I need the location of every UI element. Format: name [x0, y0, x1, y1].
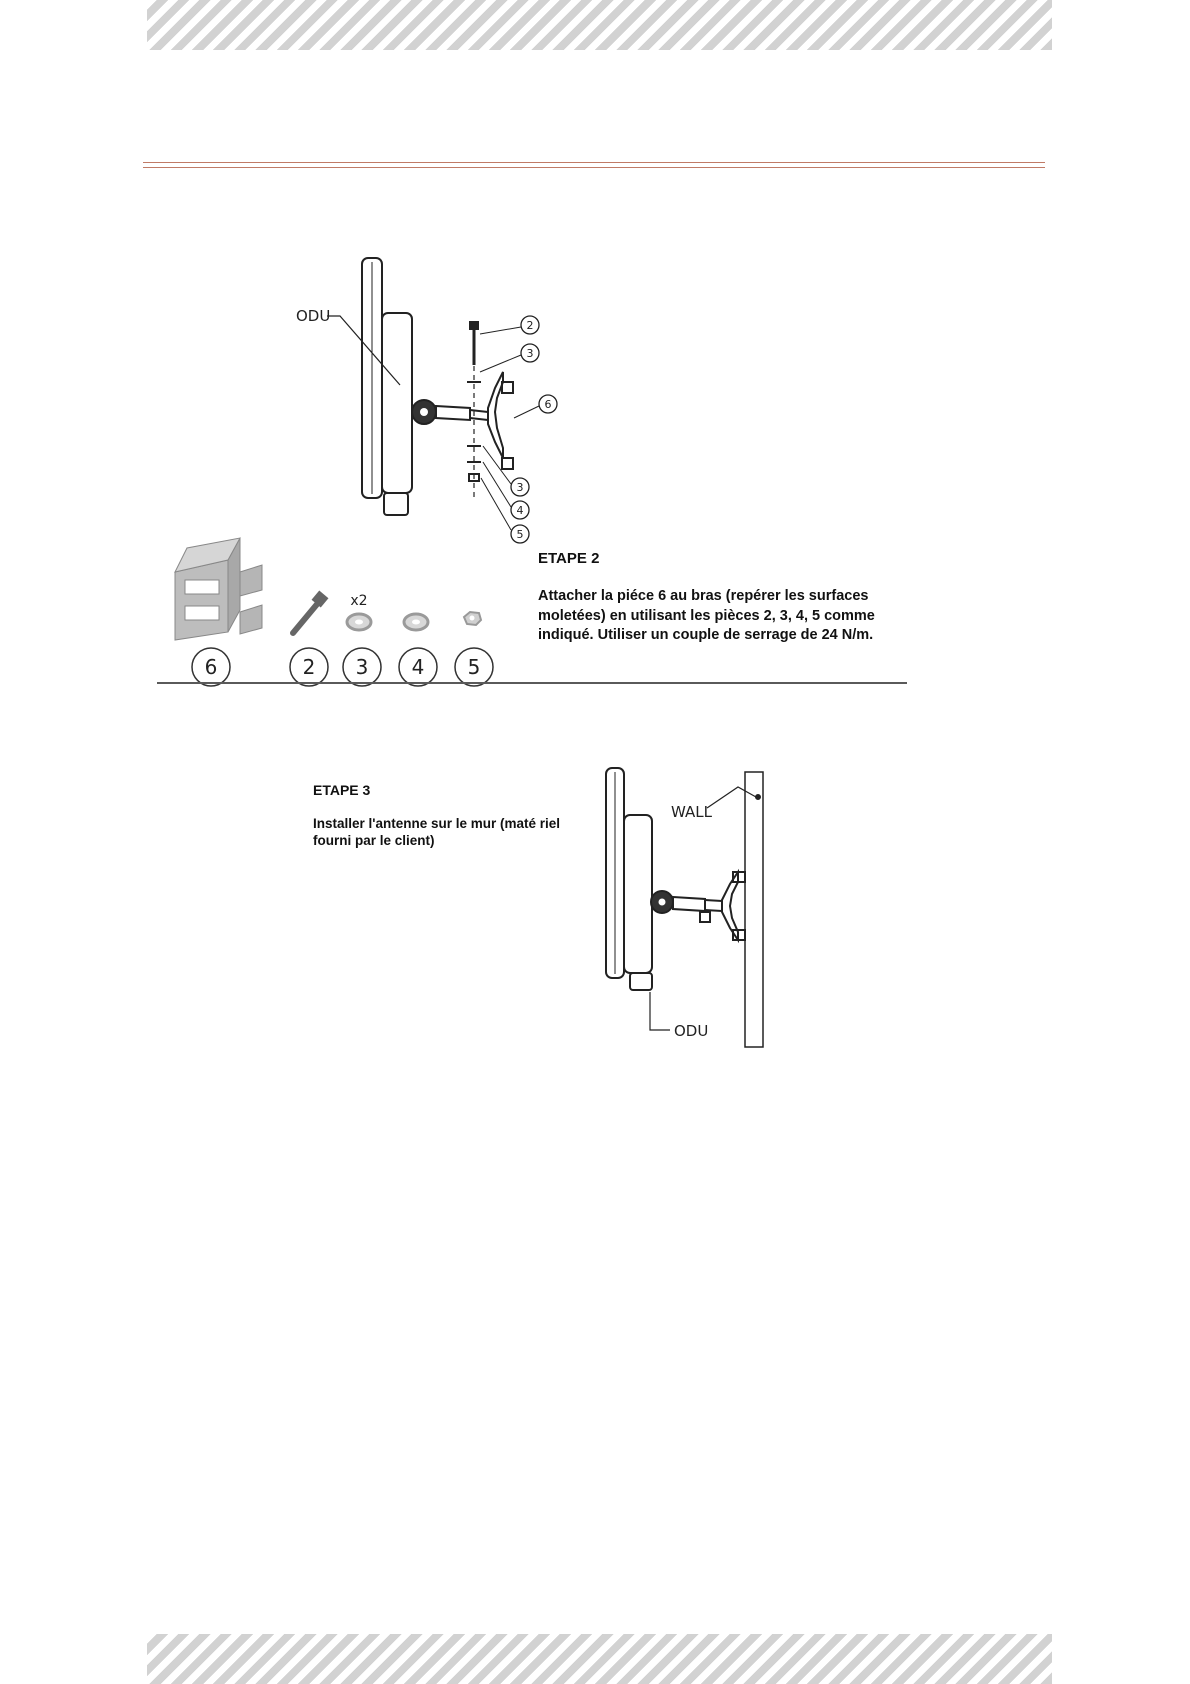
callout-label: 6 — [544, 398, 552, 411]
odu-label: ODU — [674, 1022, 709, 1040]
part-number: 6 — [204, 655, 218, 679]
wall — [745, 772, 763, 1047]
callout-label: 2 — [526, 319, 534, 332]
quantity-label: x2 — [350, 593, 368, 609]
step2-title: ETAPE 2 — [538, 550, 600, 567]
callout-label: 3 — [526, 347, 534, 360]
part-number: 4 — [411, 655, 425, 679]
step3-title: ETAPE 3 — [313, 782, 371, 798]
step2-instructions: Attacher la piéce 6 au bras (repérer les surfaces moletées) en utilisant les pièces 2, 3, 4, 5 comme indiqué. Utiliser un couple de serrage de 24 N/m. — [538, 588, 875, 643]
footer-band — [147, 1634, 1052, 1684]
mounting-arm — [673, 897, 705, 911]
part-number: 5 — [467, 655, 481, 679]
callout-label: 4 — [516, 504, 524, 517]
odu-label: ODU — [296, 307, 331, 325]
wall-label: WALL — [671, 803, 712, 821]
callout-label: 3 — [516, 481, 524, 494]
part-number: 3 — [355, 655, 369, 679]
callout-label: 5 — [516, 528, 524, 541]
part-number: 2 — [302, 655, 316, 679]
antenna-back-housing — [624, 815, 652, 973]
step3-instructions: Installer l'antenne sur le mur (maté riel fourni par le client) — [313, 816, 561, 848]
antenna-connector — [630, 973, 652, 990]
